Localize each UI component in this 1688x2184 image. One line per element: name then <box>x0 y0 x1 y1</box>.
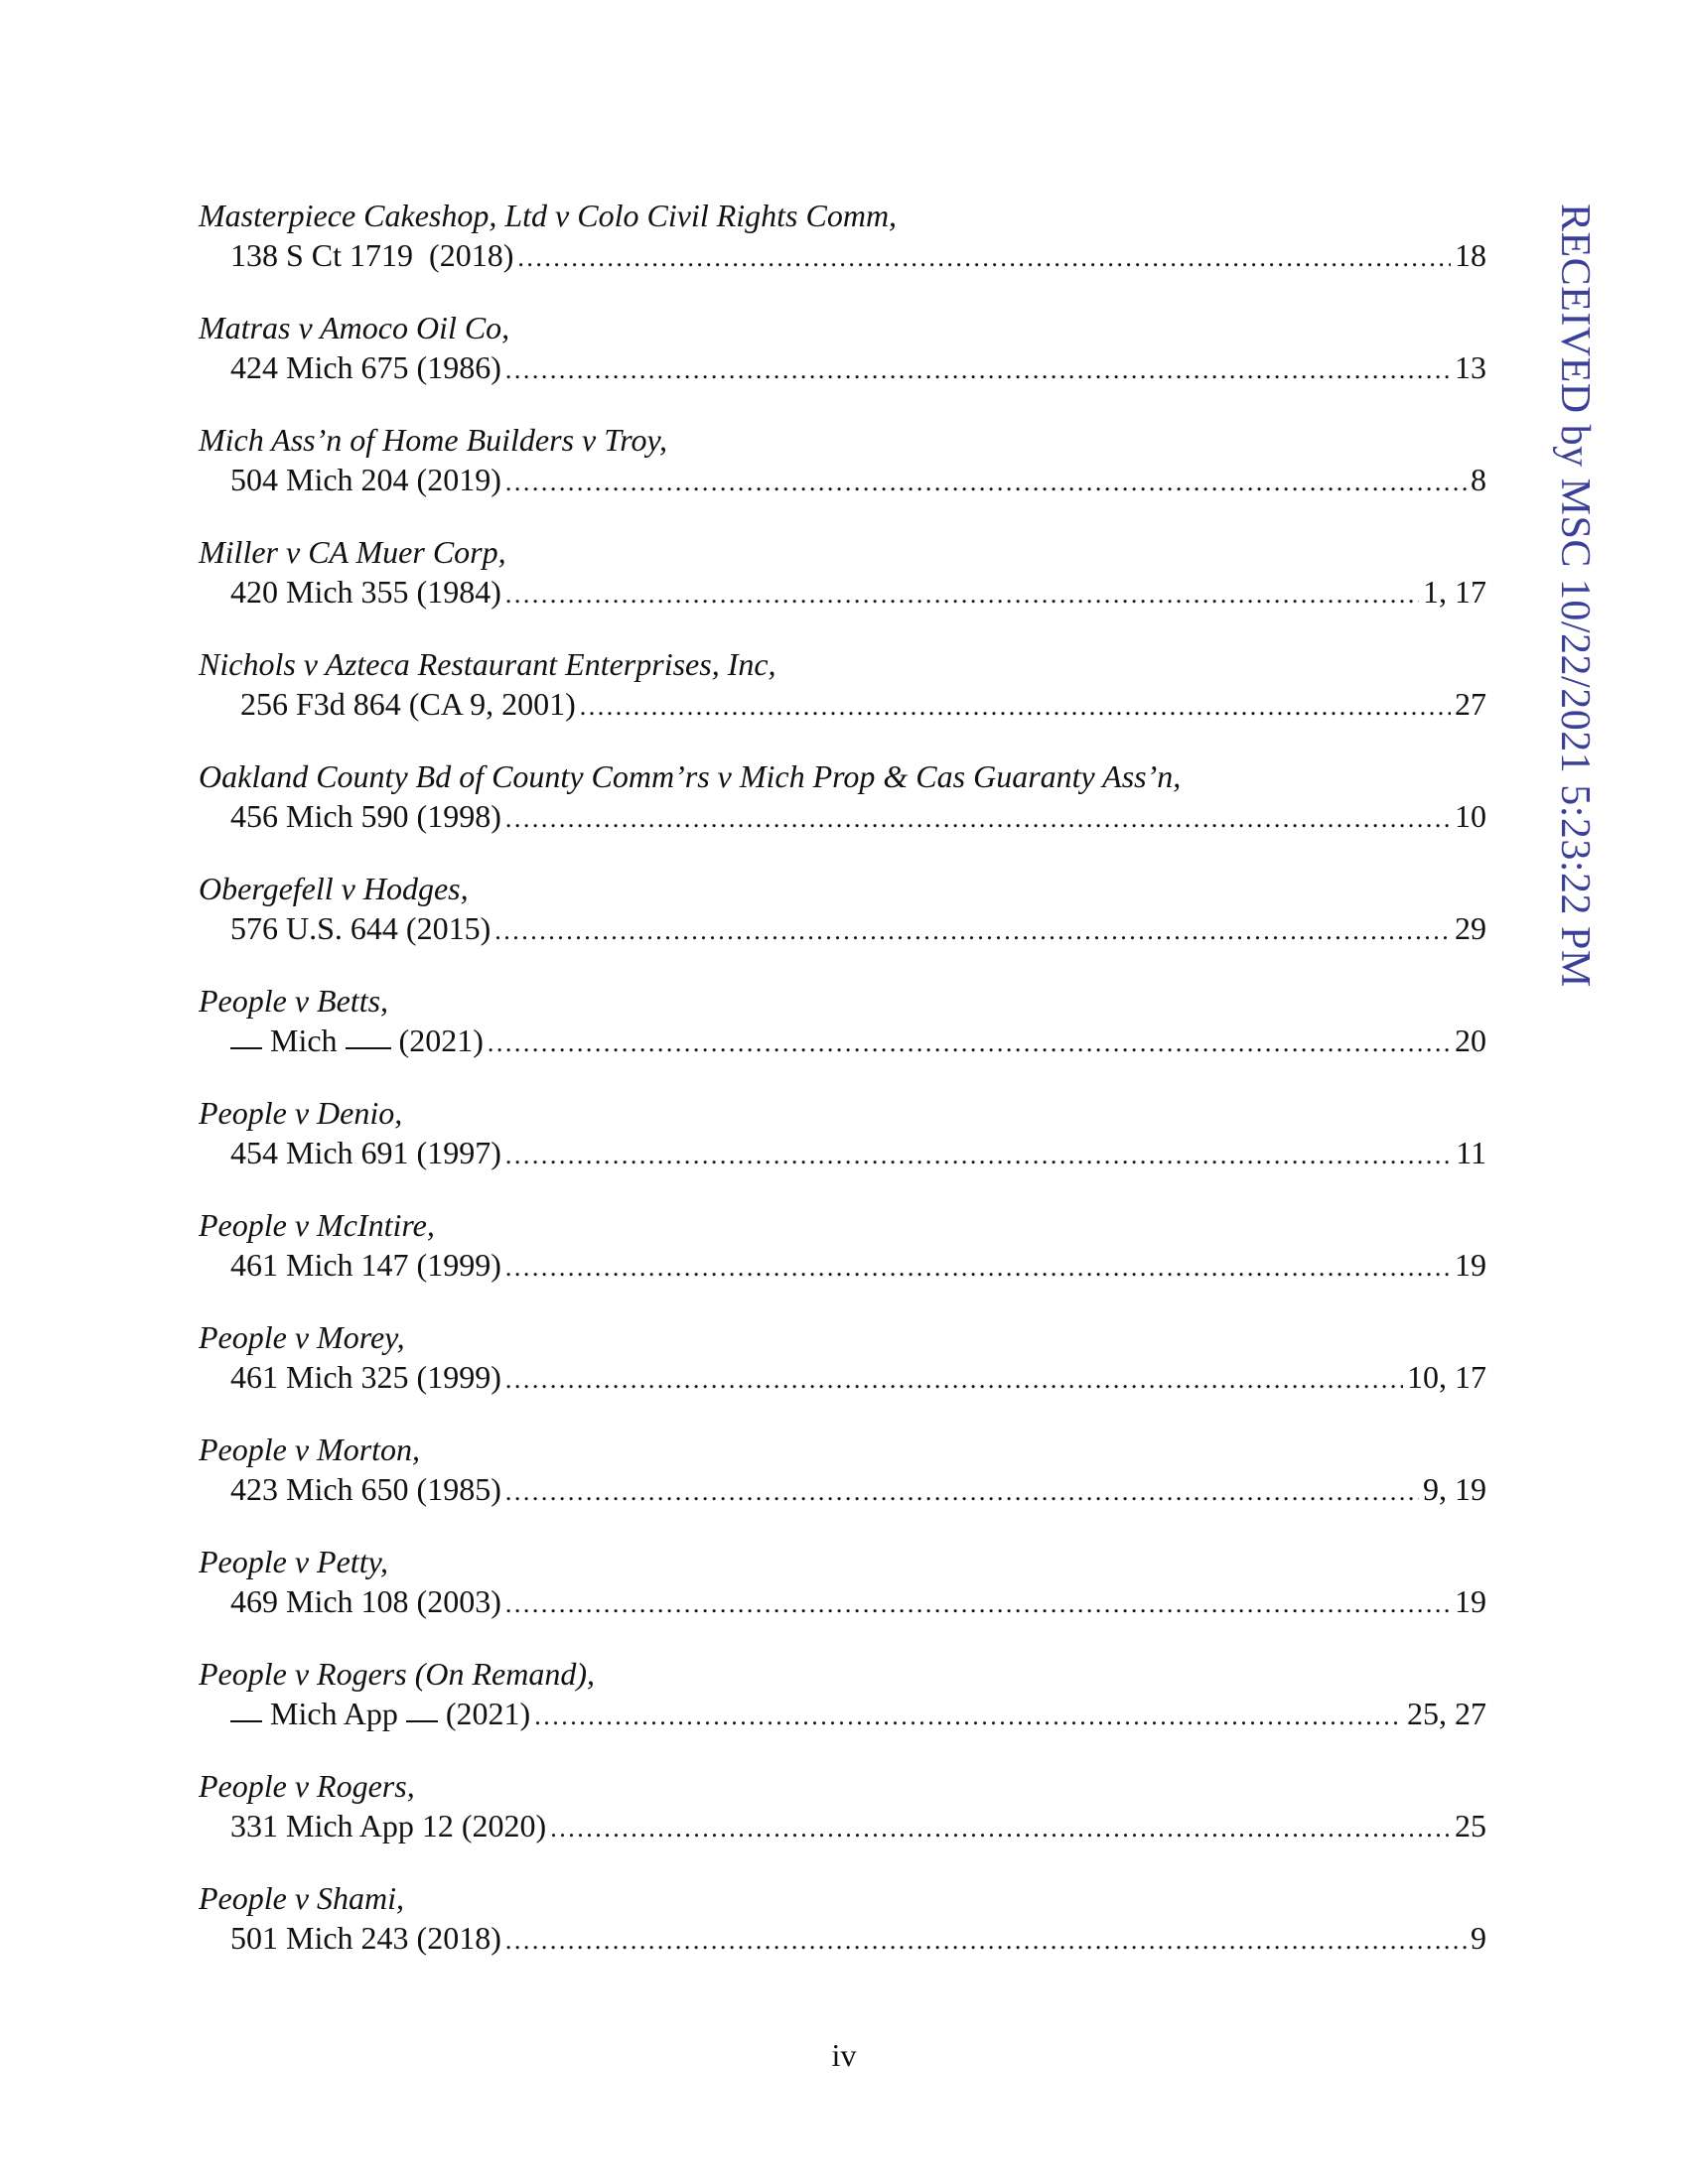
citation-line <box>199 1581 1486 1621</box>
citation-line <box>199 347 1486 387</box>
page-references: 29 <box>1455 910 1486 946</box>
page-references: 8 <box>1471 462 1486 497</box>
citation: 423 Mich 650 (1985) <box>230 1471 501 1507</box>
reporter: Mich <box>270 1023 338 1058</box>
authority-entry <box>199 1430 1486 1542</box>
case-name: People v Morton, <box>199 1432 421 1467</box>
dot-leader <box>505 350 1451 390</box>
case-name: People v Denio, <box>199 1095 403 1131</box>
page-references: 19 <box>1455 1247 1486 1283</box>
case-name: Miller v CA Muer Corp, <box>199 534 506 570</box>
page-references: 27 <box>1455 686 1486 722</box>
citation-line <box>199 572 1486 612</box>
authority-entry <box>199 644 1486 756</box>
authority-entry <box>199 1205 1486 1317</box>
page-references: 20 <box>1455 1023 1486 1058</box>
dot-leader <box>517 238 1451 278</box>
authority-entry <box>199 1766 1486 1878</box>
case-name: People v Shami, <box>199 1880 405 1916</box>
dot-leader <box>505 1921 1467 1961</box>
blank-volume-line <box>230 1718 262 1722</box>
dot-leader <box>505 575 1419 614</box>
citation-line <box>199 1469 1486 1509</box>
citation-year: (2021) <box>398 1023 484 1058</box>
authority-entry <box>199 869 1486 981</box>
authority-entry <box>199 1317 1486 1430</box>
authority-entry <box>199 756 1486 869</box>
received-stamp: RECEIVED by MSC 10/22/2021 5:23:22 PM <box>1552 204 1598 988</box>
dot-leader <box>488 1024 1451 1063</box>
case-name: Mich Ass’n of Home Builders v Troy, <box>199 422 667 458</box>
dot-leader <box>505 1248 1451 1288</box>
authority-entry <box>199 1093 1486 1205</box>
page-references: 10 <box>1455 798 1486 834</box>
citation: 461 Mich 147 (1999) <box>230 1247 501 1283</box>
citation: 461 Mich 325 (1999) <box>230 1359 501 1395</box>
dot-leader <box>505 1472 1419 1512</box>
authority-entry <box>199 1654 1486 1766</box>
page-number: iv <box>831 2037 857 2073</box>
case-name: Matras v Amoco Oil Co, <box>199 310 510 345</box>
citation-line <box>199 1245 1486 1285</box>
authority-entry <box>199 196 1486 308</box>
table-of-authorities <box>199 196 1486 1990</box>
case-name: Oakland County Bd of County Comm’rs v Mich Prop & Cas Guaranty Ass’n, <box>199 758 1182 794</box>
citation-line <box>199 796 1486 836</box>
page-references: 11 <box>1456 1135 1486 1170</box>
case-name: People v Petty, <box>199 1544 389 1579</box>
authority-entry <box>199 1878 1486 1990</box>
dot-leader <box>534 1697 1403 1736</box>
dot-leader <box>494 911 1451 951</box>
citation: 331 Mich App 12 (2020) <box>230 1808 547 1843</box>
citation <box>230 1021 484 1060</box>
citation-line <box>199 1918 1486 1958</box>
citation-line <box>199 684 1486 724</box>
citation: 420 Mich 355 (1984) <box>230 574 501 610</box>
citation-line <box>199 235 1486 275</box>
page-references: 18 <box>1455 237 1486 273</box>
citation: 256 F3d 864 (CA 9, 2001) <box>240 686 576 722</box>
dot-leader <box>580 687 1451 727</box>
page-references: 25, 27 <box>1407 1696 1486 1731</box>
blank-page-line <box>406 1718 438 1722</box>
case-name: People v Betts, <box>199 983 389 1019</box>
authority-entry <box>199 981 1486 1093</box>
citation: 456 Mich 590 (1998) <box>230 798 501 834</box>
page-references: 25 <box>1455 1808 1486 1843</box>
dot-leader <box>505 1136 1452 1175</box>
citation-line <box>199 1694 1486 1733</box>
case-name: People v Rogers, <box>199 1768 415 1804</box>
page-references: 9 <box>1471 1920 1486 1956</box>
case-name: People v Morey, <box>199 1319 405 1355</box>
page-references: 10, 17 <box>1407 1359 1486 1395</box>
case-name: Nichols v Azteca Restaurant Enterprises, Inc, <box>199 646 776 682</box>
citation-line <box>199 1133 1486 1172</box>
citation: 424 Mich 675 (1986) <box>230 349 501 385</box>
case-name: Masterpiece Cakeshop, Ltd v Colo Civil Rights Comm, <box>199 198 898 233</box>
case-name: People v McIntire, <box>199 1207 435 1243</box>
reporter: Mich App <box>270 1696 398 1731</box>
page-references: 9, 19 <box>1423 1471 1486 1507</box>
authority-entry <box>199 420 1486 532</box>
page-references: 19 <box>1455 1583 1486 1619</box>
authority-entry <box>199 308 1486 420</box>
page-references: 13 <box>1455 349 1486 385</box>
blank-page-line <box>346 1045 391 1049</box>
dot-leader <box>505 1584 1451 1624</box>
citation: 454 Mich 691 (1997) <box>230 1135 501 1170</box>
citation <box>230 1694 530 1733</box>
case-name: People v Rogers (On Remand), <box>199 1656 595 1692</box>
dot-leader <box>550 1809 1451 1848</box>
citation-line <box>199 908 1486 948</box>
citation-line <box>199 1806 1486 1845</box>
citation: 138 S Ct 1719 (2018) <box>230 237 514 273</box>
case-name: Obergefell v Hodges, <box>199 871 469 906</box>
dot-leader <box>505 463 1467 502</box>
citation: 504 Mich 204 (2019) <box>230 462 501 497</box>
authority-entry <box>199 532 1486 644</box>
citation: 469 Mich 108 (2003) <box>230 1583 501 1619</box>
dot-leader <box>505 1360 1403 1400</box>
citation: 576 U.S. 644 (2015) <box>230 910 492 946</box>
citation-line <box>199 460 1486 499</box>
dot-leader <box>505 799 1451 839</box>
authority-entry <box>199 1542 1486 1654</box>
citation-line <box>199 1021 1486 1060</box>
citation: 501 Mich 243 (2018) <box>230 1920 501 1956</box>
citation-year: (2021) <box>445 1696 531 1731</box>
citation-line <box>199 1357 1486 1397</box>
blank-volume-line <box>230 1045 262 1049</box>
page-references: 1, 17 <box>1423 574 1486 610</box>
